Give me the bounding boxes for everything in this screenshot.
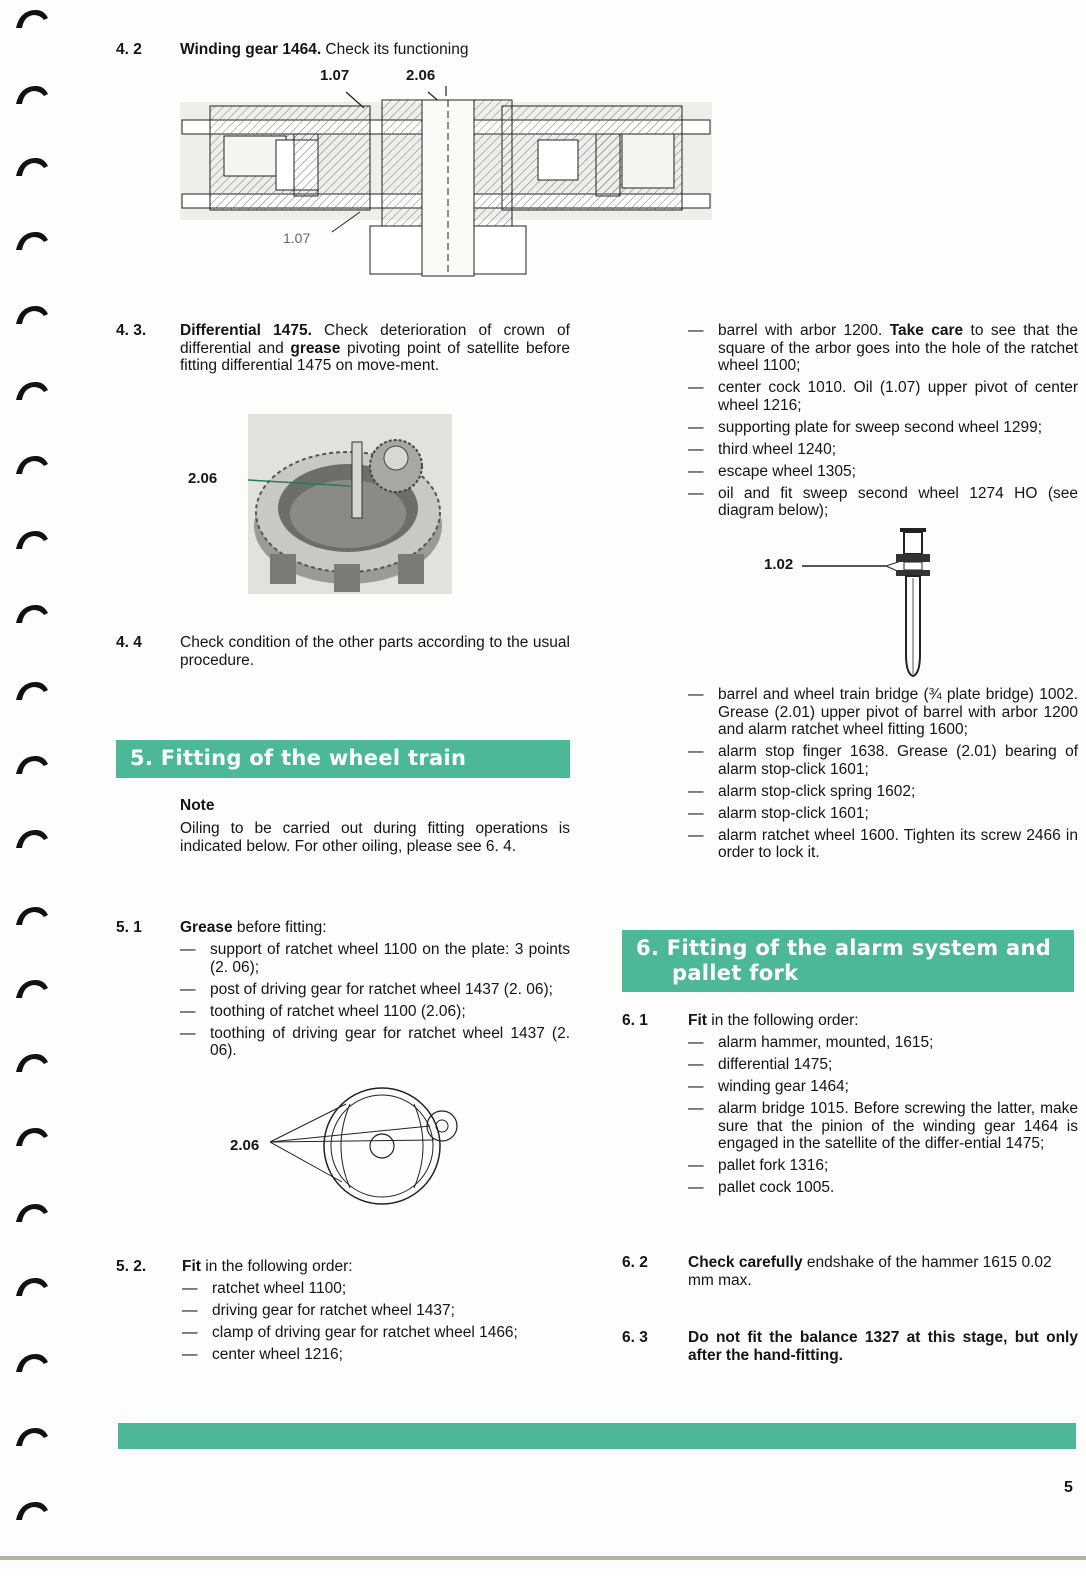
ratchet-wheel-diagram [262, 1086, 462, 1208]
binder-hook [14, 378, 50, 402]
list-item: — oil and fit sweep second wheel 1274 HO (see diagram below); [688, 485, 1078, 520]
item-text: barrel with arbor 1200. [718, 322, 890, 339]
text-part: Check deterioration of crown of differential and [180, 322, 570, 357]
binder-hook [14, 826, 50, 850]
list-item: — supporting plate for sweep second wheel 1299; [688, 419, 1078, 437]
list-lead [688, 1012, 859, 1030]
list-item [688, 322, 1078, 375]
fit-list [182, 1280, 572, 1368]
binder-hook [14, 228, 50, 252]
list-item: — toothing of ratchet wheel 1100 (2.06); [180, 1003, 570, 1021]
binder-hook [14, 154, 50, 178]
list-item: — alarm stop-click 1601; [688, 805, 1078, 823]
text-part: pivoting point of satellite before fitting differential 1475 on move-ment. [180, 339, 570, 374]
list-item: — center cock 1010. Oil (1.07) upper pivot of center wheel 1216; [688, 379, 1078, 414]
list-item: — ratchet wheel 1100; [182, 1280, 572, 1298]
section-number: 6. 1 [622, 1012, 648, 1029]
diagram-label: 2.06 [406, 67, 436, 84]
section-text [688, 1254, 1078, 1289]
banner-line: pallet fork [672, 961, 799, 985]
binder-hook [14, 1424, 50, 1448]
winding-gear-cross-section-diagram [176, 86, 716, 278]
text-bold: grease [290, 339, 341, 357]
fitting-order-list [688, 322, 1078, 524]
text-bold: Differential 1475. [180, 322, 312, 339]
section-number: 4. 4 [116, 634, 142, 651]
list-item: — alarm bridge 1015. Before screwing the latter, make sure that the pinion of the winding gear 1464 is engaged in the satellite of the differ-ential 1475; [688, 1100, 1078, 1153]
item-bold: Take care [889, 322, 964, 339]
section-number: 4. 2 [116, 41, 142, 58]
text-bold: Check carefully [688, 1254, 803, 1271]
binder-hook [14, 1200, 50, 1224]
section-text: Check condition of the other parts according to the usual procedure. [180, 634, 570, 669]
bridge-list [688, 686, 1078, 866]
section-text: Do not fit the balance 1327 at this stage, but only after the hand-fitting. [688, 1329, 1078, 1364]
diagram-label: 2.06 [230, 1137, 260, 1154]
section-banner [622, 930, 1074, 992]
section-number: 6. 2 [622, 1254, 648, 1271]
binder-hook [14, 1498, 50, 1522]
binder-hook [14, 678, 50, 702]
list-item: — winding gear 1464; [688, 1078, 1078, 1096]
binder-hook [14, 752, 50, 776]
section-number: 4. 3. [116, 322, 147, 339]
lead-rest: in the following order: [200, 1258, 353, 1275]
lead-rest: in the following order: [706, 1012, 859, 1029]
list-item: — toothing of driving gear for ratchet wheel 1437 (2. 06). [180, 1025, 570, 1060]
diagram-label: 1.07 [283, 230, 311, 246]
binder-hook [14, 976, 50, 1000]
section-number: 5. 2. [116, 1258, 147, 1275]
section-heading [180, 41, 468, 59]
lead-bold: Fit [688, 1012, 707, 1029]
diagram-label: 1.07 [320, 67, 350, 84]
lead-rest: before fitting: [232, 919, 327, 936]
banner-line: 6. Fitting of the alarm system and [636, 936, 1052, 960]
list-item: — pallet cock 1005. [688, 1179, 1078, 1197]
binder-hook [14, 452, 50, 476]
binder-hook [14, 6, 50, 30]
section-number: 5. 1 [116, 919, 142, 936]
list-item: — differential 1475; [688, 1056, 1078, 1074]
heading-rest: Check its functioning [321, 41, 469, 58]
list-item: — clamp of driving gear for ratchet wheel 1466; [182, 1324, 572, 1342]
page-number: 5 [1064, 1479, 1073, 1496]
item-text: to see that the square of the arbor goes into the hole of the ratchet wheel 1100; [718, 322, 1078, 374]
list-item: — support of ratchet wheel 1100 on the plate: 3 points (2. 06); [180, 941, 570, 976]
alarm-fit-list [688, 1034, 1078, 1201]
section-text [180, 322, 570, 375]
list-item: — pallet fork 1316; [688, 1157, 1078, 1175]
binder-hook [14, 302, 50, 326]
page-edge [0, 1556, 1086, 1560]
binder-hook [14, 82, 50, 106]
list-item: — alarm hammer, mounted, 1615; [688, 1034, 1078, 1052]
binder-hook [14, 1050, 50, 1074]
binder-hook [14, 903, 50, 927]
lead-bold: Grease [180, 919, 233, 936]
diagram-label: 1.02 [764, 556, 794, 573]
binder-hook [14, 1350, 50, 1374]
lead-bold: Fit [182, 1258, 201, 1275]
section-banner: 5. Fitting of the wheel train [116, 740, 570, 778]
note-title: Note [180, 797, 215, 814]
list-item: — alarm stop-click spring 1602; [688, 783, 1078, 801]
binder-hook [14, 601, 50, 625]
list-lead [180, 919, 327, 937]
photo-label: 2.06 [188, 470, 218, 487]
list-item: — center wheel 1216; [182, 1346, 572, 1364]
list-item: — third wheel 1240; [688, 441, 1078, 459]
list-item: — barrel and wheel train bridge (¾ plate bridge) 1002. Grease (2.01) upper pivot of barrel with arbor 1200 and alarm ratchet wheel fitting 1600; [688, 686, 1078, 739]
binder-hook [14, 1124, 50, 1148]
list-item: — alarm stop finger 1638. Grease (2.01) bearing of alarm stop-click 1601; [688, 743, 1078, 778]
list-item: — alarm ratchet wheel 1600. Tighten its screw 2466 in order to lock it. [688, 827, 1078, 862]
list-item: — post of driving gear for ratchet wheel 1437 (2. 06); [180, 981, 570, 999]
list-lead [182, 1258, 353, 1276]
list-item: — escape wheel 1305; [688, 463, 1078, 481]
text-part: endshake of the hammer 1615 0.02 mm max. [688, 1254, 1052, 1289]
section-number: 6. 3 [622, 1329, 648, 1346]
list-item: — driving gear for ratchet wheel 1437; [182, 1302, 572, 1320]
sweep-second-wheel-diagram [800, 526, 934, 682]
grease-list [180, 941, 570, 1064]
differential-photo [248, 414, 452, 594]
binder-hook [14, 527, 50, 551]
binder-hook [14, 1274, 50, 1298]
footer-bar [118, 1423, 1076, 1449]
note-text: Oiling to be carried out during fitting operations is indicated below. For other oiling, please see 6. 4. [180, 820, 570, 855]
heading-bold: Winding gear 1464. [180, 41, 322, 58]
